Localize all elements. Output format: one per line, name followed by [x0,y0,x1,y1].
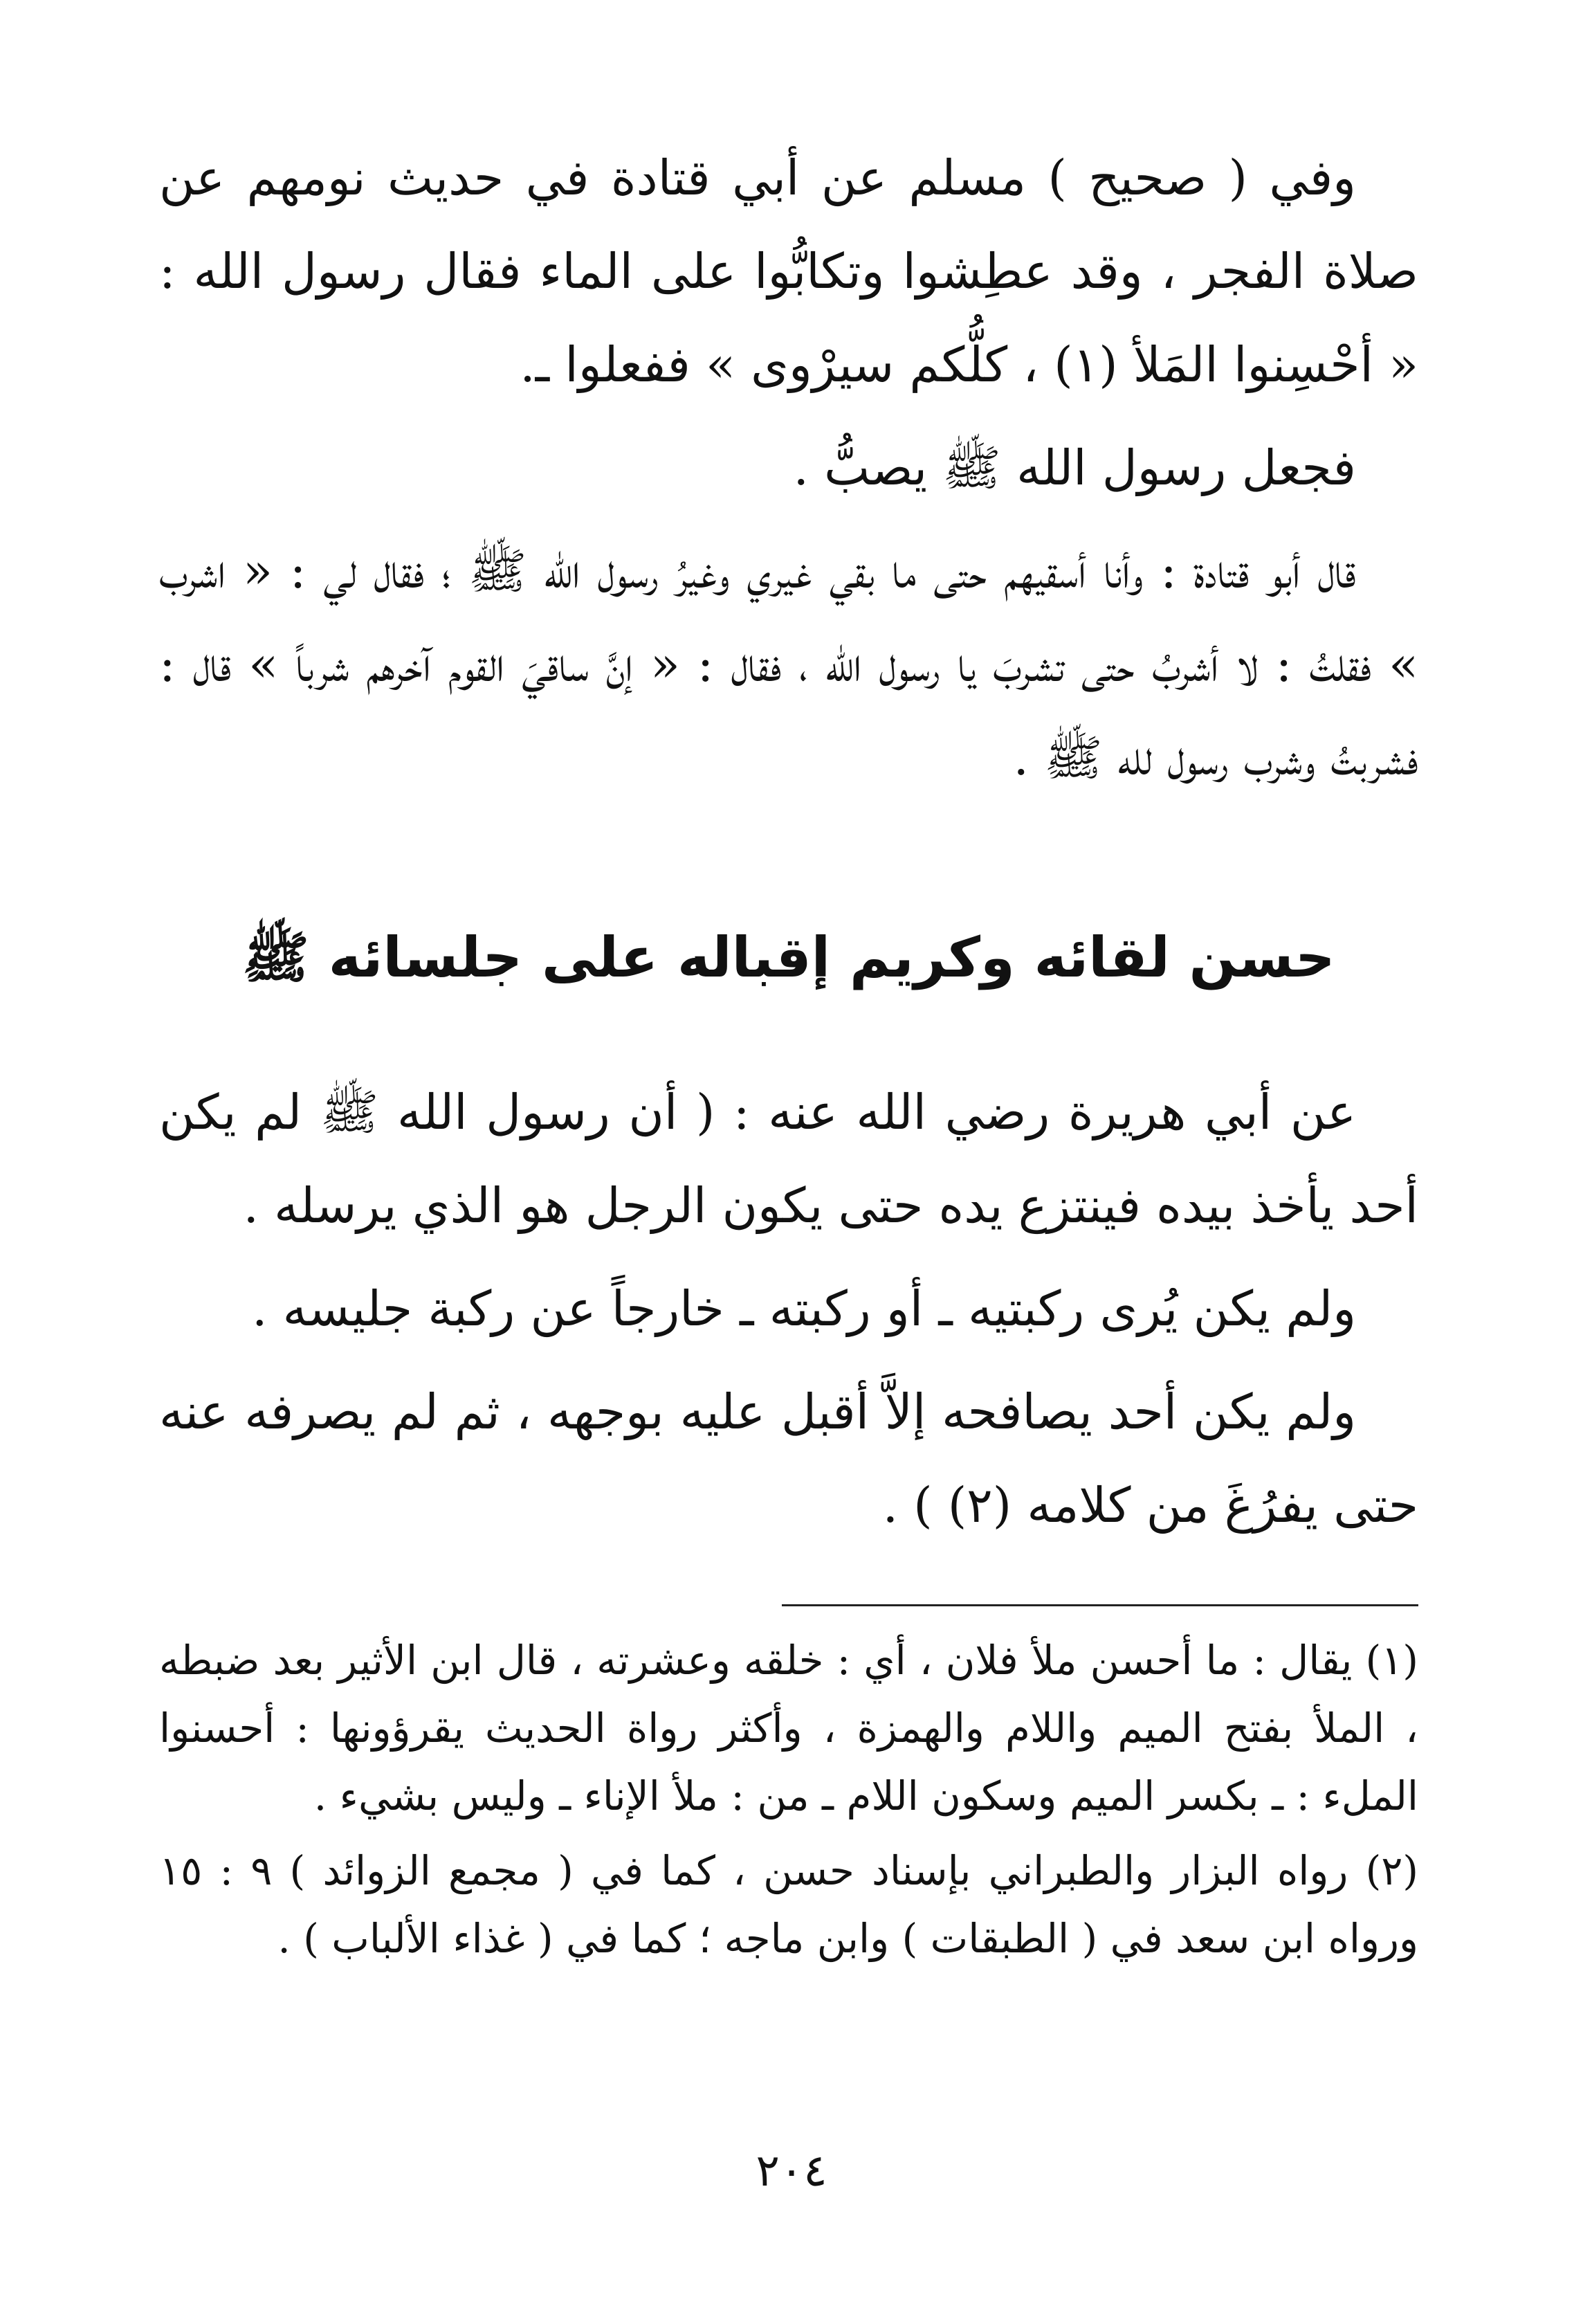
footnote-marker: (١) [1365,1637,1419,1684]
footnote-text: رواه البزار والطبراني بإسناد حسن ، كما في ( مجمع الزوائد ) ٩ : ١٥ ورواه ابن سعد في ( الطبقات ) وابن ماجه ؛ كما في ( غذاء الألباب ) . [159,1847,1418,1962]
section-heading: حسن لقائه وكريم إقباله على جلسائه ﷺ [242,925,1335,990]
paragraph: قال أبو قتادة : وأنا أسقيهم حتى ما بقي غيري وغيرُ رسول الله ﷺ ؛ فقال لي : « اشرب » فقلتُ : لا أشربُ حتى تشربَ يا رسول الله ، فقال : « إنَّ ساقيَ القوم آخرهم شرباً » قال : فشربتُ وشرب رسول لله ﷺ . [159,543,1418,786]
paragraph: ولم يكن يُرى ركبتيه ـ أو ركبته ـ خارجاً عن ركبة جليسه . [252,1280,1356,1337]
page-number: ٢٠٤ [756,2145,827,2197]
paragraph: وفي ( صحيح ) مسلم عن أبي قتادة في حديث نومهم عن صلاة الفجر ، وقد عطِشوا وتكابُّوا على الماء فقال رسول الله : « أحْسِنوا المَلأ (١) ، كلُّكم سيرْوى » ففعلوا ـ. [159,149,1418,393]
paragraph: عن أبي هريرة رضي الله عنه : ( أن رسول الله ﷺ لم يكن أحد يأخذ بيده فينتزع يده حتى يكون الرجل هو الذي يرسله . [159,1084,1418,1234]
main-text-top [159,131,1418,815]
footnote-separator [782,1604,1418,1606]
paragraph: فجعل رسول الله ﷺ يصبُّ . [793,439,1356,496]
footnote-1 [159,1626,1418,1830]
paragraph: ولم يكن أحد يصافحه إلاَّ أقبل عليه بوجهه ، ثم لم يصرفه عنه حتى يفرُغَ من كلامه (٢) ) . [159,1383,1418,1534]
footnote-2 [159,1837,1418,1972]
main-text-bottom [159,1066,1418,1562]
footnote-marker: (٢) [1365,1847,1418,1894]
footnotes [159,1626,1418,1979]
footnote-text: يقال : ما أحسن ملأ فلان ، أي : خلقه وعشرته ، قال ابن الأثير بعد ضبطه ، الملأ بفتح الميم واللام والهمزة ، وأكثر رواة الحديث يقرؤونها : أحسنوا الملء : ـ بكسر الميم وسكون اللام ـ من : ملأ الإناء ـ وليس بشيء . [159,1637,1418,1819]
